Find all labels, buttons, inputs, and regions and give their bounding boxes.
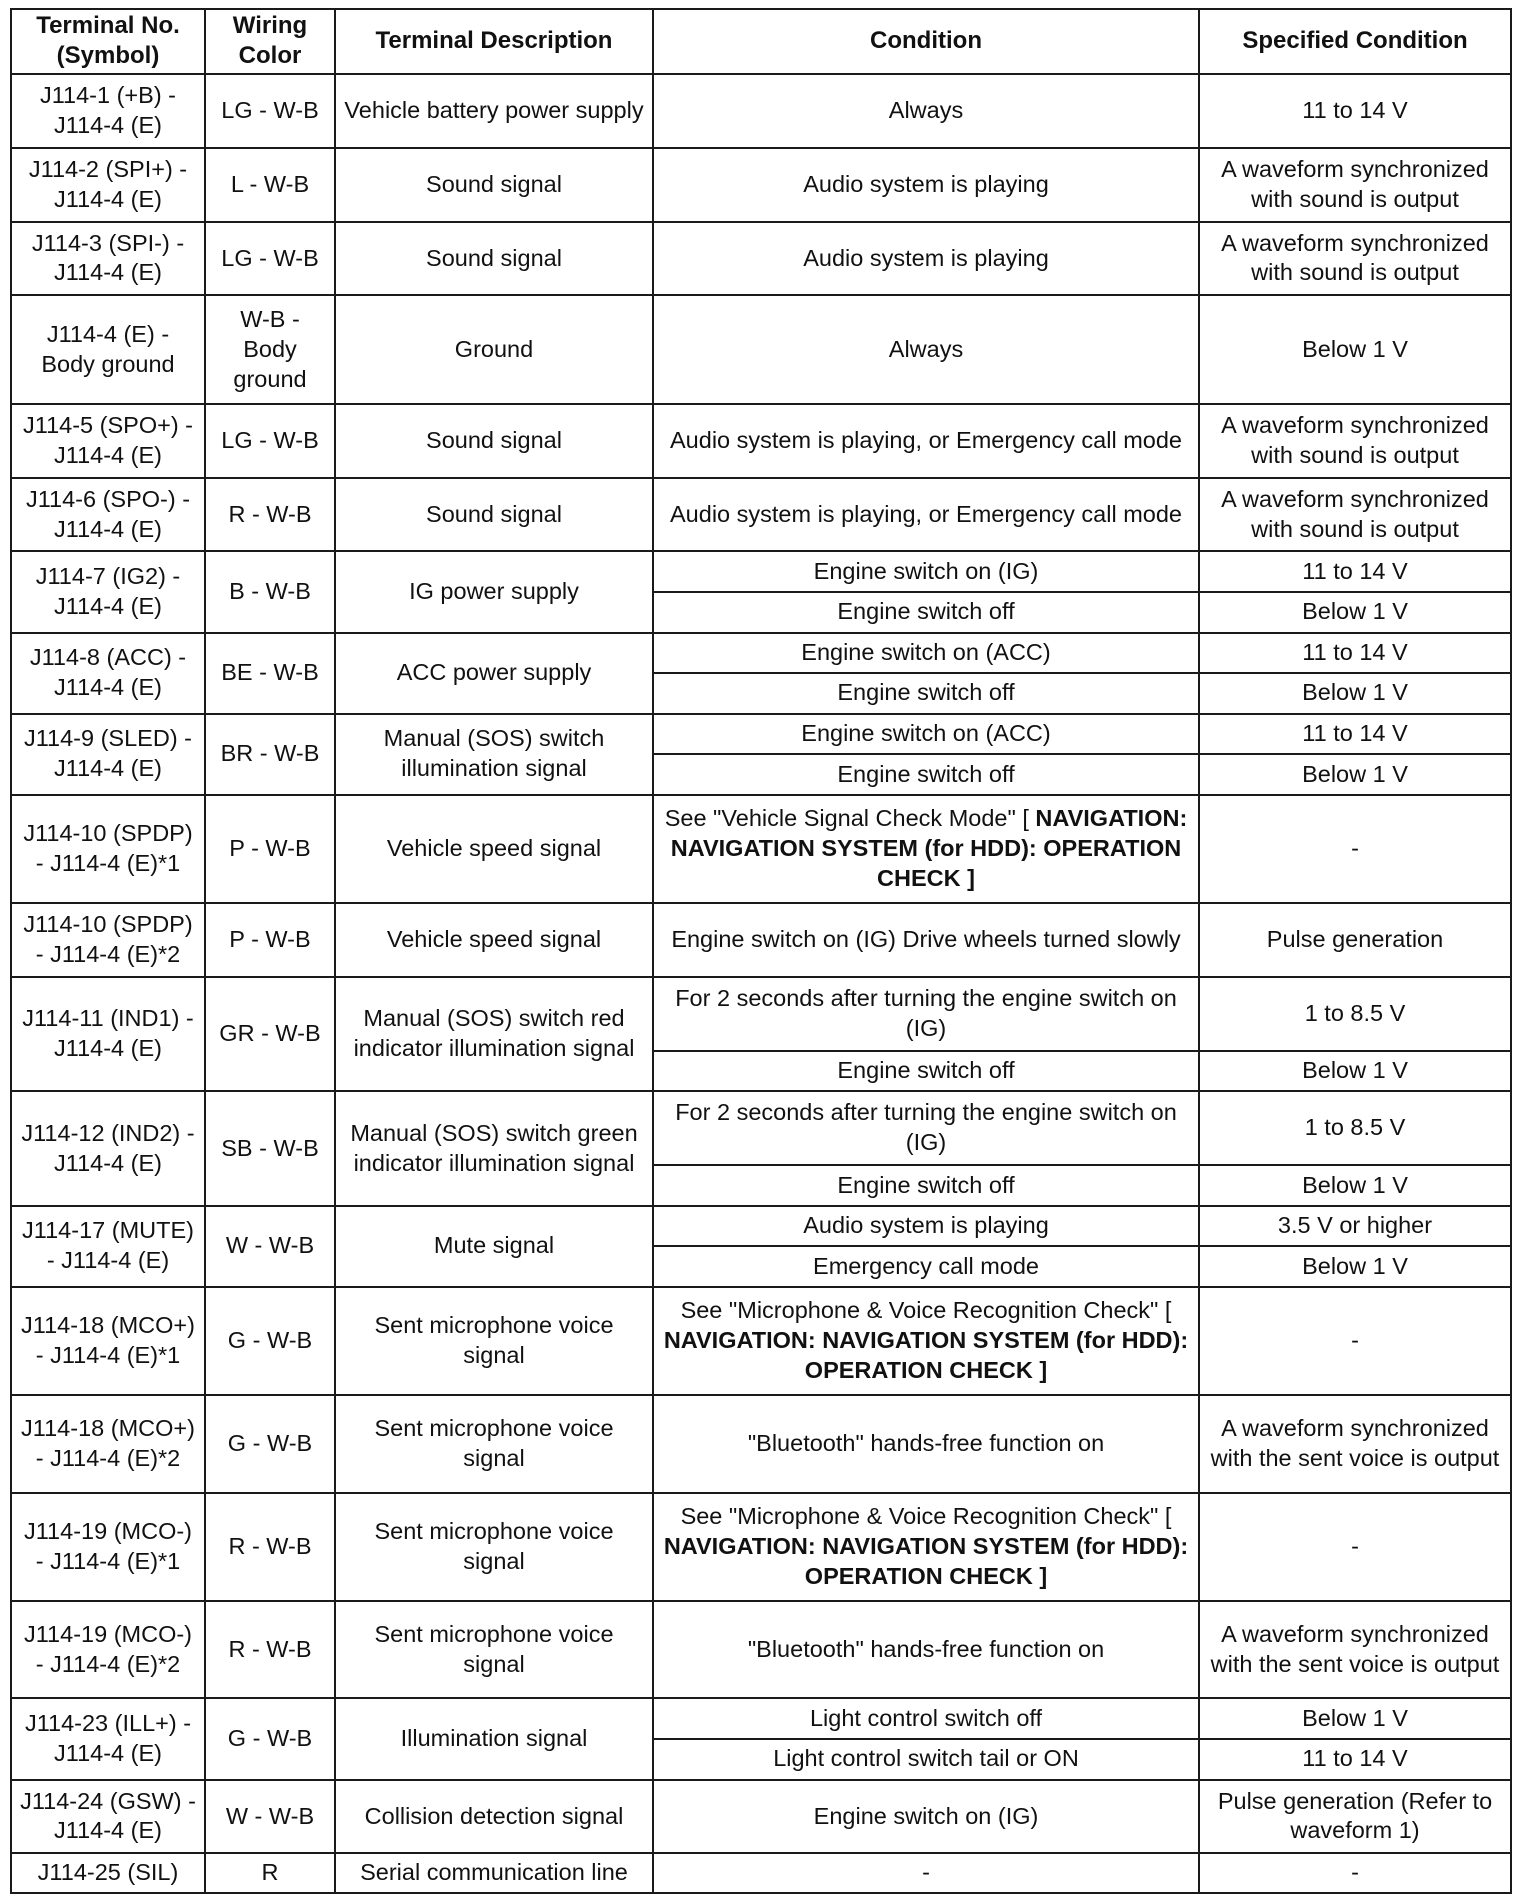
condition-cell [653,1165,1199,1206]
table-row [11,1091,1511,1165]
terminal-cell: J114-10 (SPDP) - J114-4 (E)*1 [11,795,205,903]
terminal-description-cell: Illumination signal [335,1698,653,1779]
table-row [11,1493,1511,1601]
table-row [11,478,1511,552]
specified-condition-cell: A waveform synchronized with the sent voice is output [1199,1395,1511,1492]
specified-condition-cell: Below 1 V [1199,1698,1511,1739]
terminal-cell: J114-1 (+B) - J114-4 (E) [11,74,205,148]
terminal-description-cell: Mute signal [335,1206,653,1287]
wiring-color-cell: SB - W-B [205,1091,335,1205]
specified-condition-cell: Below 1 V [1199,1165,1511,1206]
condition-text: Engine switch off [837,1057,1015,1084]
condition-text: See "Microphone & Voice Recognition Check" [ [680,1503,1172,1530]
wiring-color-cell: R - W-B [205,1601,335,1698]
terminal-cell: J114-24 (GSW) - J114-4 (E) [11,1780,205,1854]
table-row [11,633,1511,674]
terminal-cell: J114-9 (SLED) - J114-4 (E) [11,714,205,795]
terminal-description-cell: Serial communication line [335,1853,653,1893]
table-row [11,1698,1511,1739]
table-row [11,1395,1511,1492]
table-row [11,903,1511,977]
condition-cell [653,1051,1199,1092]
specified-condition-cell: 11 to 14 V [1199,633,1511,674]
terminal-description-cell: Sent microphone voice signal [335,1287,653,1395]
condition-text: Audio system is playing [803,1212,1049,1239]
terminal-description-cell: Ground [335,295,653,403]
header-terminal-no: Terminal No. (Symbol) [11,9,205,74]
terminal-cell: J114-18 (MCO+) - J114-4 (E)*1 [11,1287,205,1395]
terminal-description-cell: Vehicle speed signal [335,903,653,977]
specified-condition-cell: A waveform synchronized with sound is output [1199,148,1511,222]
specified-condition-cell: - [1199,1493,1511,1601]
specified-condition-cell: 11 to 14 V [1199,551,1511,592]
wiring-color-cell: G - W-B [205,1395,335,1492]
header-condition: Condition [653,9,1199,74]
condition-cell [653,1853,1199,1893]
condition-text: Engine switch off [837,1171,1015,1198]
condition-cell [653,1246,1199,1287]
condition-cell [653,148,1199,222]
table-row [11,1780,1511,1854]
condition-cell [653,1739,1199,1780]
wiring-color-cell: LG - W-B [205,74,335,148]
condition-text: Engine switch on (IG) Drive wheels turned slowly [671,926,1181,953]
condition-text: Engine switch off [837,760,1015,787]
condition-text: Engine switch on (IG) [813,1802,1039,1829]
specified-condition-cell: - [1199,1853,1511,1893]
table-row [11,551,1511,592]
specified-condition-cell: 1 to 8.5 V [1199,977,1511,1051]
wiring-color-cell: LG - W-B [205,404,335,478]
specified-condition-cell: Below 1 V [1199,1246,1511,1287]
wiring-color-cell: W - W-B [205,1780,335,1854]
terminal-description-cell: Manual (SOS) switch illumination signal [335,714,653,795]
terminal-table [10,8,1512,1894]
condition-text: - [922,1859,930,1886]
specified-condition-cell: A waveform synchronized with sound is output [1199,478,1511,552]
condition-text: Audio system is playing [803,244,1049,271]
condition-text: "Bluetooth" hands-free function on [747,1635,1105,1662]
wiring-color-cell: R [205,1853,335,1893]
terminal-description-cell: Vehicle speed signal [335,795,653,903]
terminal-cell: J114-5 (SPO+) - J114-4 (E) [11,404,205,478]
terminal-description-cell: Sound signal [335,222,653,296]
wiring-color-cell: G - W-B [205,1698,335,1779]
condition-text: Engine switch off [837,598,1015,625]
wiring-color-cell: GR - W-B [205,977,335,1091]
terminal-description-cell: Manual (SOS) switch red indicator illumination signal [335,977,653,1091]
terminal-cell: J114-2 (SPI+) - J114-4 (E) [11,148,205,222]
table-body [11,74,1511,1893]
condition-text: Engine switch off [837,679,1015,706]
specified-condition-cell: Below 1 V [1199,295,1511,403]
specified-condition-cell: - [1199,1287,1511,1395]
specified-condition-cell: 1 to 8.5 V [1199,1091,1511,1165]
specified-condition-cell: 11 to 14 V [1199,1739,1511,1780]
condition-reference-link[interactable]: NAVIGATION: NAVIGATION SYSTEM (for HDD): OPERATION CHECK ] [663,1327,1189,1383]
terminal-description-cell: Sent microphone voice signal [335,1493,653,1601]
wiring-color-cell: P - W-B [205,903,335,977]
wiring-color-cell: W-B - Body ground [205,295,335,403]
condition-text: "Bluetooth" hands-free function on [747,1430,1105,1457]
condition-cell [653,977,1199,1051]
terminal-cell: J114-11 (IND1) - J114-4 (E) [11,977,205,1091]
table-row [11,222,1511,296]
terminal-cell: J114-4 (E) - Body ground [11,295,205,403]
terminal-description-cell: IG power supply [335,551,653,632]
condition-cell [653,754,1199,795]
terminal-description-cell: Collision detection signal [335,1780,653,1854]
terminal-cell: J114-18 (MCO+) - J114-4 (E)*2 [11,1395,205,1492]
condition-text: See "Vehicle Signal Check Mode" [ [664,805,1029,832]
terminal-description-cell: ACC power supply [335,633,653,714]
table-row [11,404,1511,478]
terminal-description-cell: Sent microphone voice signal [335,1601,653,1698]
specified-condition-cell: 11 to 14 V [1199,74,1511,148]
terminal-cell: J114-17 (MUTE) - J114-4 (E) [11,1206,205,1287]
specified-condition-cell: A waveform synchronized with sound is output [1199,222,1511,296]
header-terminal-description: Terminal Description [335,9,653,74]
condition-cell [653,1493,1199,1601]
terminal-cell: J114-19 (MCO-) - J114-4 (E)*2 [11,1601,205,1698]
table-row [11,1853,1511,1893]
specified-condition-cell: A waveform synchronized with the sent voice is output [1199,1601,1511,1698]
condition-cell [653,1780,1199,1854]
terminal-description-cell: Manual (SOS) switch green indicator illumination signal [335,1091,653,1205]
condition-text: For 2 seconds after turning the engine switch on (IG) [675,985,1177,1041]
wiring-color-cell: BR - W-B [205,714,335,795]
terminal-cell: J114-7 (IG2) - J114-4 (E) [11,551,205,632]
condition-text: Light control switch off [809,1704,1043,1731]
terminal-description-cell: Sound signal [335,478,653,552]
terminal-description-cell: Sent microphone voice signal [335,1395,653,1492]
table-row [11,148,1511,222]
condition-cell [653,1206,1199,1247]
terminal-cell: J114-23 (ILL+) - J114-4 (E) [11,1698,205,1779]
terminal-cell: J114-25 (SIL) [11,1853,205,1893]
condition-cell [653,1395,1199,1492]
wiring-color-cell: B - W-B [205,551,335,632]
specified-condition-cell: Pulse generation [1199,903,1511,977]
specified-condition-cell: Below 1 V [1199,754,1511,795]
condition-text: For 2 seconds after turning the engine switch on (IG) [675,1099,1177,1156]
table-row [11,295,1511,403]
specified-condition-cell: 3.5 V or higher [1199,1206,1511,1247]
specified-condition-cell: Below 1 V [1199,673,1511,714]
condition-reference-link[interactable]: NAVIGATION: NAVIGATION SYSTEM (for HDD): OPERATION CHECK ] [663,1532,1189,1589]
terminal-cell: J114-19 (MCO-) - J114-4 (E)*1 [11,1493,205,1601]
condition-text: Engine switch on (IG) [813,557,1039,584]
condition-text: Always [888,96,964,123]
condition-cell [653,633,1199,674]
condition-cell [653,295,1199,403]
condition-cell [653,673,1199,714]
table-row [11,1206,1511,1247]
condition-cell [653,1698,1199,1739]
terminal-cell: J114-10 (SPDP) - J114-4 (E)*2 [11,903,205,977]
terminal-cell: J114-3 (SPI-) - J114-4 (E) [11,222,205,296]
condition-text: Emergency call mode [813,1252,1039,1279]
specified-condition-cell: Below 1 V [1199,1051,1511,1092]
condition-cell [653,222,1199,296]
condition-cell [653,1091,1199,1165]
header-specified-condition: Specified Condition [1199,9,1511,74]
table-row [11,74,1511,148]
wiring-color-cell: G - W-B [205,1287,335,1395]
specified-condition-cell: 11 to 14 V [1199,714,1511,755]
wiring-color-cell: BE - W-B [205,633,335,714]
condition-cell [653,478,1199,552]
condition-cell [653,714,1199,755]
specified-condition-cell: A waveform synchronized with sound is output [1199,404,1511,478]
specified-condition-cell: Below 1 V [1199,592,1511,633]
condition-text: Audio system is playing [803,170,1049,197]
condition-text: Light control switch tail or ON [773,1745,1079,1772]
condition-cell [653,551,1199,592]
condition-cell [653,903,1199,977]
wiring-color-cell: L - W-B [205,148,335,222]
terminal-description-cell: Sound signal [335,148,653,222]
condition-text: See "Microphone & Voice Recognition Check" [ [680,1297,1172,1324]
table-row [11,714,1511,755]
condition-cell [653,74,1199,148]
condition-cell [653,404,1199,478]
table-row [11,1287,1511,1395]
condition-cell [653,592,1199,633]
terminal-description-cell: Sound signal [335,404,653,478]
condition-cell [653,1601,1199,1698]
wiring-color-cell: LG - W-B [205,222,335,296]
wiring-color-cell: R - W-B [205,1493,335,1601]
condition-text: Audio system is playing, or Emergency call mode [670,500,1182,527]
terminal-cell: J114-8 (ACC) - J114-4 (E) [11,633,205,714]
condition-cell [653,795,1199,903]
condition-text: Audio system is playing, or Emergency call mode [670,426,1182,453]
header-row [11,9,1511,74]
condition-text: Engine switch on (ACC) [801,638,1051,665]
table-row [11,1601,1511,1698]
table-row [11,795,1511,903]
terminal-description-cell: Vehicle battery power supply [335,74,653,148]
condition-reference-link[interactable]: NAVIGATION: NAVIGATION SYSTEM (for HDD): OPERATION CHECK ] [670,805,1188,891]
table-row [11,977,1511,1051]
condition-cell [653,1287,1199,1395]
header-wiring-color: Wiring Color [205,9,335,74]
specified-condition-cell: Pulse generation (Refer to waveform 1) [1199,1780,1511,1854]
wiring-color-cell: R - W-B [205,478,335,552]
terminal-cell: J114-6 (SPO-) - J114-4 (E) [11,478,205,552]
terminal-cell: J114-12 (IND2) - J114-4 (E) [11,1091,205,1205]
wiring-color-cell: P - W-B [205,795,335,903]
wiring-color-cell: W - W-B [205,1206,335,1287]
condition-text: Engine switch on (ACC) [801,720,1051,747]
condition-text: Always [888,335,964,362]
specified-condition-cell: - [1199,795,1511,903]
